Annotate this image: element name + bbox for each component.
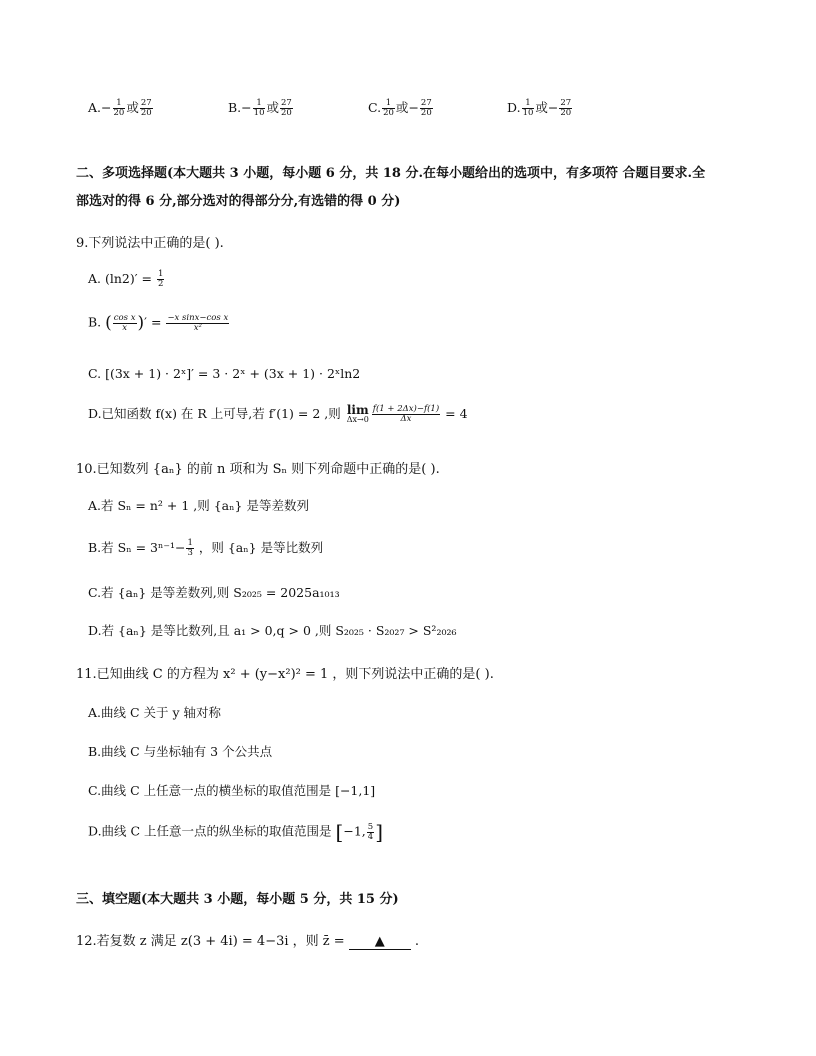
q9-stem: 9.下列说法中正确的是( ). (76, 236, 224, 251)
q8-option-b: B.− $\frac{1}{10}$ 或 $\frac{27}{20}$ (228, 98, 292, 118)
q9-option-d: D.已知函数 f(x) 在 R 上可导,若 f′(1) = 2 ,则 lim Δx→0 $\frac{f(1 + 2\Delta x)-f(1)}{\Delta x}$ = 4 (88, 402, 468, 424)
q8-option-d: D. $\frac{1}{10}$ 或− $\frac{27}{20}$ (507, 98, 572, 118)
q10-option-d: D.若 {aₙ} 是等比数列,且 a₁ > 0,q > 0 ,则 S₂₀₂₅ · S₂₀₂₇ > S²₂₀₂₆ (88, 623, 457, 638)
q11-option-b: B.曲线 C 与坐标轴有 3 个公共点 (88, 744, 273, 759)
q11-stem: 11.已知曲线 C 的方程为 x² + (y−x²)² = 1 ，则下列说法中正确的是( ). (76, 667, 494, 682)
q9-option-b: B. ( $\frac{\text{cos x}}{x}$ )′ = $\frac{\text{−x sinx−cos x}}{\text{x²}}$ (88, 312, 229, 333)
q10-option-c: C.若 {aₙ} 是等差数列,则 S₂₀₂₅ = 2025a₁₀₁₃ (88, 585, 340, 600)
q8-option-a: A.− $\frac{1}{20}$ 或 $\frac{27}{20}$ (88, 98, 152, 118)
q10-stem: 10.已知数列 {aₙ} 的前 n 项和为 Sₙ 则下列命题中正确的是( ). (76, 462, 440, 477)
q10-option-b: B.若 Sₙ = 3ⁿ⁻¹− $\frac{1}{3}$ ，则 {aₙ} 是等比数列 (88, 538, 324, 558)
section2-heading-line1: 二、多项选择题(本大题共 3 小题，每小题 6 分，共 18 分.在每小题给出的选项中，有多项符 合题目要求.全 (76, 166, 706, 181)
q12-answer-blank[interactable]: ▲ (349, 934, 411, 950)
q11-option-d: D.曲线 C 上任意一点的纵坐标的取值范围是 [−1, $\frac{5}{4}$ ] (88, 820, 383, 844)
q11-option-c: C.曲线 C 上任意一点的横坐标的取值范围是 [−1,1] (88, 783, 376, 798)
q12-stem: 12.若复数 z 满足 z(3 + 4i) = 4−3i ，则 z̄ = ▲ . (76, 934, 420, 949)
section2-heading-line2: 部选对的得 6 分,部分选对的得部分分,有选错的得 0 分) (76, 194, 401, 209)
q8-option-c: C. $\frac{1}{20}$ 或− $\frac{27}{20}$ (368, 98, 432, 118)
q9-option-a: A. (ln2)′ = $\frac{1}{2}$ (88, 269, 164, 289)
q10-option-a: A.若 Sₙ = n² + 1 ,则 {aₙ} 是等差数列 (88, 498, 309, 513)
section3-heading: 三、填空题(本大题共 3 小题，每小题 5 分，共 15 分) (76, 892, 399, 907)
q9-option-c: C. [(3x + 1) · 2ˣ]′ = 3 · 2ˣ + (3x + 1) · 2ˣln2 (88, 366, 361, 381)
q11-option-a: A.曲线 C 关于 y 轴对称 (88, 705, 222, 720)
